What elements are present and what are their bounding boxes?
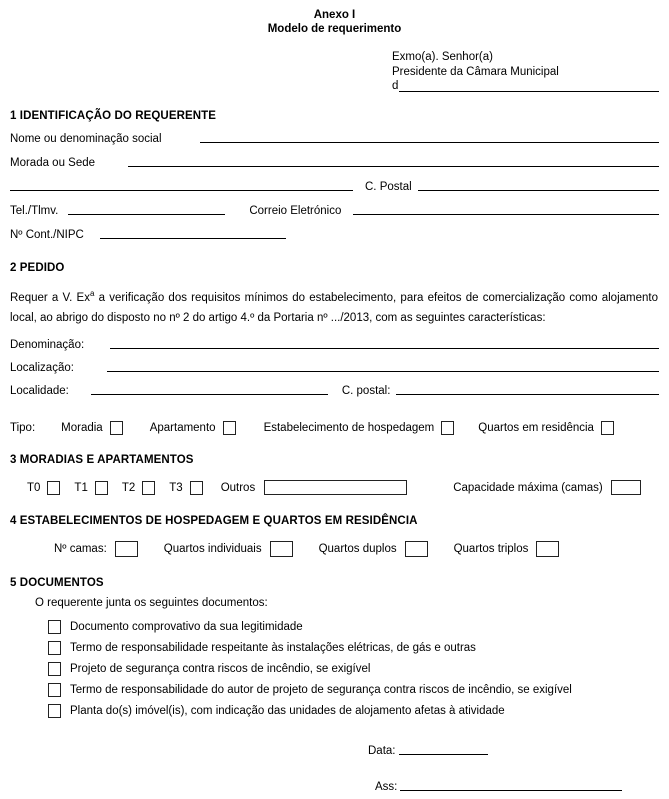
documentos-intro: O requerente junta os seguintes documentos: — [35, 597, 268, 610]
field-numero-camas[interactable] — [54, 541, 138, 557]
denominacao-label: Denominação: — [10, 339, 85, 352]
field-quartos-duplos[interactable] — [319, 541, 428, 557]
addressee-line-3-prefix: d — [392, 80, 399, 92]
cpostal2-input-rule[interactable] — [396, 393, 659, 395]
numero-camas-label: Nº camas: — [54, 543, 107, 556]
tipologia-t0-label: T0 — [27, 481, 41, 494]
assinatura-input-rule[interactable] — [400, 789, 622, 791]
tipo-option-quartos-residencia[interactable] — [478, 421, 614, 435]
assinatura-label: Ass: — [375, 781, 398, 794]
termo-instalacoes-label: Termo de responsabilidade respeitante às instalações elétricas, de gás e outras — [70, 641, 476, 654]
documento-legitimidade-label: Documento comprovativo da sua legitimidade — [70, 620, 303, 633]
data-label: Data: — [368, 745, 396, 758]
field-localizacao[interactable] — [10, 361, 659, 375]
nome-label: Nome ou denominação social — [10, 132, 162, 145]
addressee-municipality-rule — [399, 90, 659, 92]
localidade-label: Localidade: — [10, 385, 69, 398]
section2-title: 2 PEDIDO — [10, 261, 65, 274]
nipc-input-rule[interactable] — [100, 237, 286, 239]
quartos-duplos-input[interactable] — [405, 541, 428, 557]
field-nipc[interactable] — [10, 228, 659, 242]
checkbox-planta-imovel[interactable] — [48, 704, 61, 718]
section-moradias-apartamentos — [10, 454, 659, 495]
pedido-paragraph-part1: Requer a V. Ex — [10, 291, 90, 304]
pedido-paragraph — [10, 283, 658, 330]
signature-block — [10, 745, 659, 793]
checkbox-estabelecimento-hospedagem[interactable] — [441, 421, 454, 435]
pedido-paragraph-part2: a verificação dos requisitos mínimos do estabelecimento, para efeitos de comercialização como alojamento local, ao abrigo do disposto no nº 2 do artigo 4.º da Portaria nº .../2013, com as seguintes características: — [10, 291, 658, 325]
tipologia-t0[interactable] — [27, 481, 60, 495]
tipologia-t1[interactable] — [74, 481, 107, 495]
field-data[interactable] — [368, 745, 659, 757]
tipologia-row — [10, 480, 659, 495]
planta-imovel-label: Planta do(s) imóvel(is), com indicação das unidades de alojamento afetas à atividade — [70, 704, 505, 717]
addressee-municipality-field[interactable] — [392, 79, 659, 94]
field-codigo-postal[interactable] — [10, 180, 659, 194]
list-item[interactable] — [48, 616, 659, 637]
tipologia-t1-label: T1 — [74, 481, 88, 494]
field-quartos-individuais[interactable] — [164, 541, 293, 557]
document-title-block — [10, 0, 659, 36]
document-title-line2: Modelo de requerimento — [267, 23, 402, 35]
tipologia-t3-label: T3 — [169, 481, 183, 494]
quartos-duplos-label: Quartos duplos — [318, 543, 397, 556]
projeto-seguranca-label: Projeto de segurança contra riscos de incêndio, se exigível — [70, 662, 371, 675]
checkbox-termo-instalacoes[interactable] — [48, 641, 61, 655]
quartos-triplos-label: Quartos triplos — [453, 543, 529, 556]
email-label: Correio Eletrónico — [249, 204, 342, 217]
section-pedido — [10, 262, 659, 436]
tipo-option-estabelecimento-label: Estabelecimento de hospedagem — [263, 422, 435, 435]
tipologia-t3[interactable] — [169, 481, 202, 495]
morada-continuation-rule[interactable] — [10, 189, 353, 191]
field-assinatura[interactable] — [368, 781, 659, 793]
tipologia-t2-label: T2 — [121, 481, 136, 494]
nipc-label: Nº Cont./NIPC — [10, 228, 84, 241]
outros-input[interactable] — [264, 480, 407, 495]
email-input-rule[interactable] — [353, 213, 659, 215]
checkbox-apartamento[interactable] — [223, 421, 236, 435]
checkbox-t1[interactable] — [95, 481, 108, 495]
morada-input-rule[interactable] — [128, 165, 659, 167]
list-item[interactable] — [48, 637, 659, 658]
tipo-option-moradia[interactable] — [61, 421, 123, 435]
checkbox-t3[interactable] — [190, 481, 203, 495]
section1-title: 1 IDENTIFICAÇÃO DO REQUERENTE — [10, 109, 217, 122]
field-quartos-triplos[interactable] — [454, 541, 560, 557]
pedido-paragraph-superscript: a — [89, 288, 95, 298]
checkbox-quartos-residencia[interactable] — [601, 421, 614, 435]
list-item[interactable] — [48, 700, 659, 721]
tipo-option-moradia-label: Moradia — [61, 422, 103, 435]
section4-title: 4 ESTABELECIMENTOS DE HOSPEDAGEM E QUARTOS EM RESIDÊNCIA — [10, 515, 418, 528]
quartos-triplos-input[interactable] — [536, 541, 559, 557]
tipo-checkbox-row — [10, 421, 659, 435]
nome-input-rule[interactable] — [200, 141, 659, 143]
list-item[interactable] — [48, 679, 659, 700]
section5-title: 5 DOCUMENTOS — [10, 577, 104, 590]
addressee-line-1: Exmo(a). Senhor(a) — [392, 51, 493, 63]
tipo-option-apartamento[interactable] — [150, 421, 236, 435]
section-estabelecimentos-quartos — [10, 515, 659, 557]
field-denominacao[interactable] — [10, 338, 659, 352]
document-title-line1: Anexo I — [313, 9, 356, 21]
addressee-block — [392, 50, 659, 94]
data-input-rule[interactable] — [399, 753, 488, 755]
checkbox-termo-autor-projeto[interactable] — [48, 683, 61, 697]
numero-camas-input[interactable] — [115, 541, 138, 557]
section-identificacao — [10, 110, 659, 242]
telefone-input-rule[interactable] — [68, 213, 225, 215]
cpostal-input-rule[interactable] — [418, 189, 659, 191]
cpostal2-label: C. postal: — [341, 385, 391, 398]
quartos-individuais-label: Quartos individuais — [163, 543, 262, 556]
checkbox-moradia[interactable] — [110, 421, 123, 435]
tipologia-t2[interactable] — [122, 481, 155, 495]
field-telefone-email[interactable] — [10, 204, 659, 218]
outros-label: Outros — [220, 481, 256, 494]
field-localidade-cpostal[interactable] — [10, 384, 659, 398]
termo-autor-projeto-label: Termo de responsabilidade do autor de projeto de segurança contra riscos de incêndio, se exigível — [70, 683, 572, 696]
quartos-individuais-input[interactable] — [270, 541, 293, 557]
checkbox-t0[interactable] — [47, 481, 60, 495]
tipo-label: Tipo: — [10, 422, 36, 435]
quartos-fields-row — [10, 541, 659, 557]
localizacao-label: Localização: — [10, 362, 74, 375]
denominacao-input-rule[interactable] — [110, 347, 659, 349]
checkbox-projeto-seguranca[interactable] — [48, 662, 61, 676]
tipo-option-estabelecimento[interactable] — [264, 421, 455, 435]
documentos-checklist — [10, 616, 659, 721]
tipo-option-quartos-residencia-label: Quartos em residência — [478, 422, 594, 435]
morada-label: Morada ou Sede — [10, 156, 96, 169]
section3-title: 3 MORADIAS E APARTAMENTOS — [10, 454, 194, 467]
capacidade-maxima-label: Capacidade máxima (camas) — [453, 481, 603, 494]
capacidade-maxima-input[interactable] — [611, 480, 641, 495]
list-item[interactable] — [48, 658, 659, 679]
tipo-option-apartamento-label: Apartamento — [149, 422, 216, 435]
section-documentos — [10, 577, 659, 721]
addressee-line-2: Presidente da Câmara Municipal — [392, 65, 559, 78]
telefone-label: Tel./Tlmv. — [10, 204, 59, 217]
checkbox-documento-legitimidade[interactable] — [48, 620, 61, 634]
cpostal-label: C. Postal — [365, 180, 412, 193]
field-nome-denominacao[interactable] — [10, 132, 659, 146]
localidade-input-rule[interactable] — [91, 393, 328, 395]
field-morada-sede[interactable] — [10, 156, 659, 170]
checkbox-t2[interactable] — [142, 481, 155, 495]
localizacao-input-rule[interactable] — [107, 370, 659, 372]
